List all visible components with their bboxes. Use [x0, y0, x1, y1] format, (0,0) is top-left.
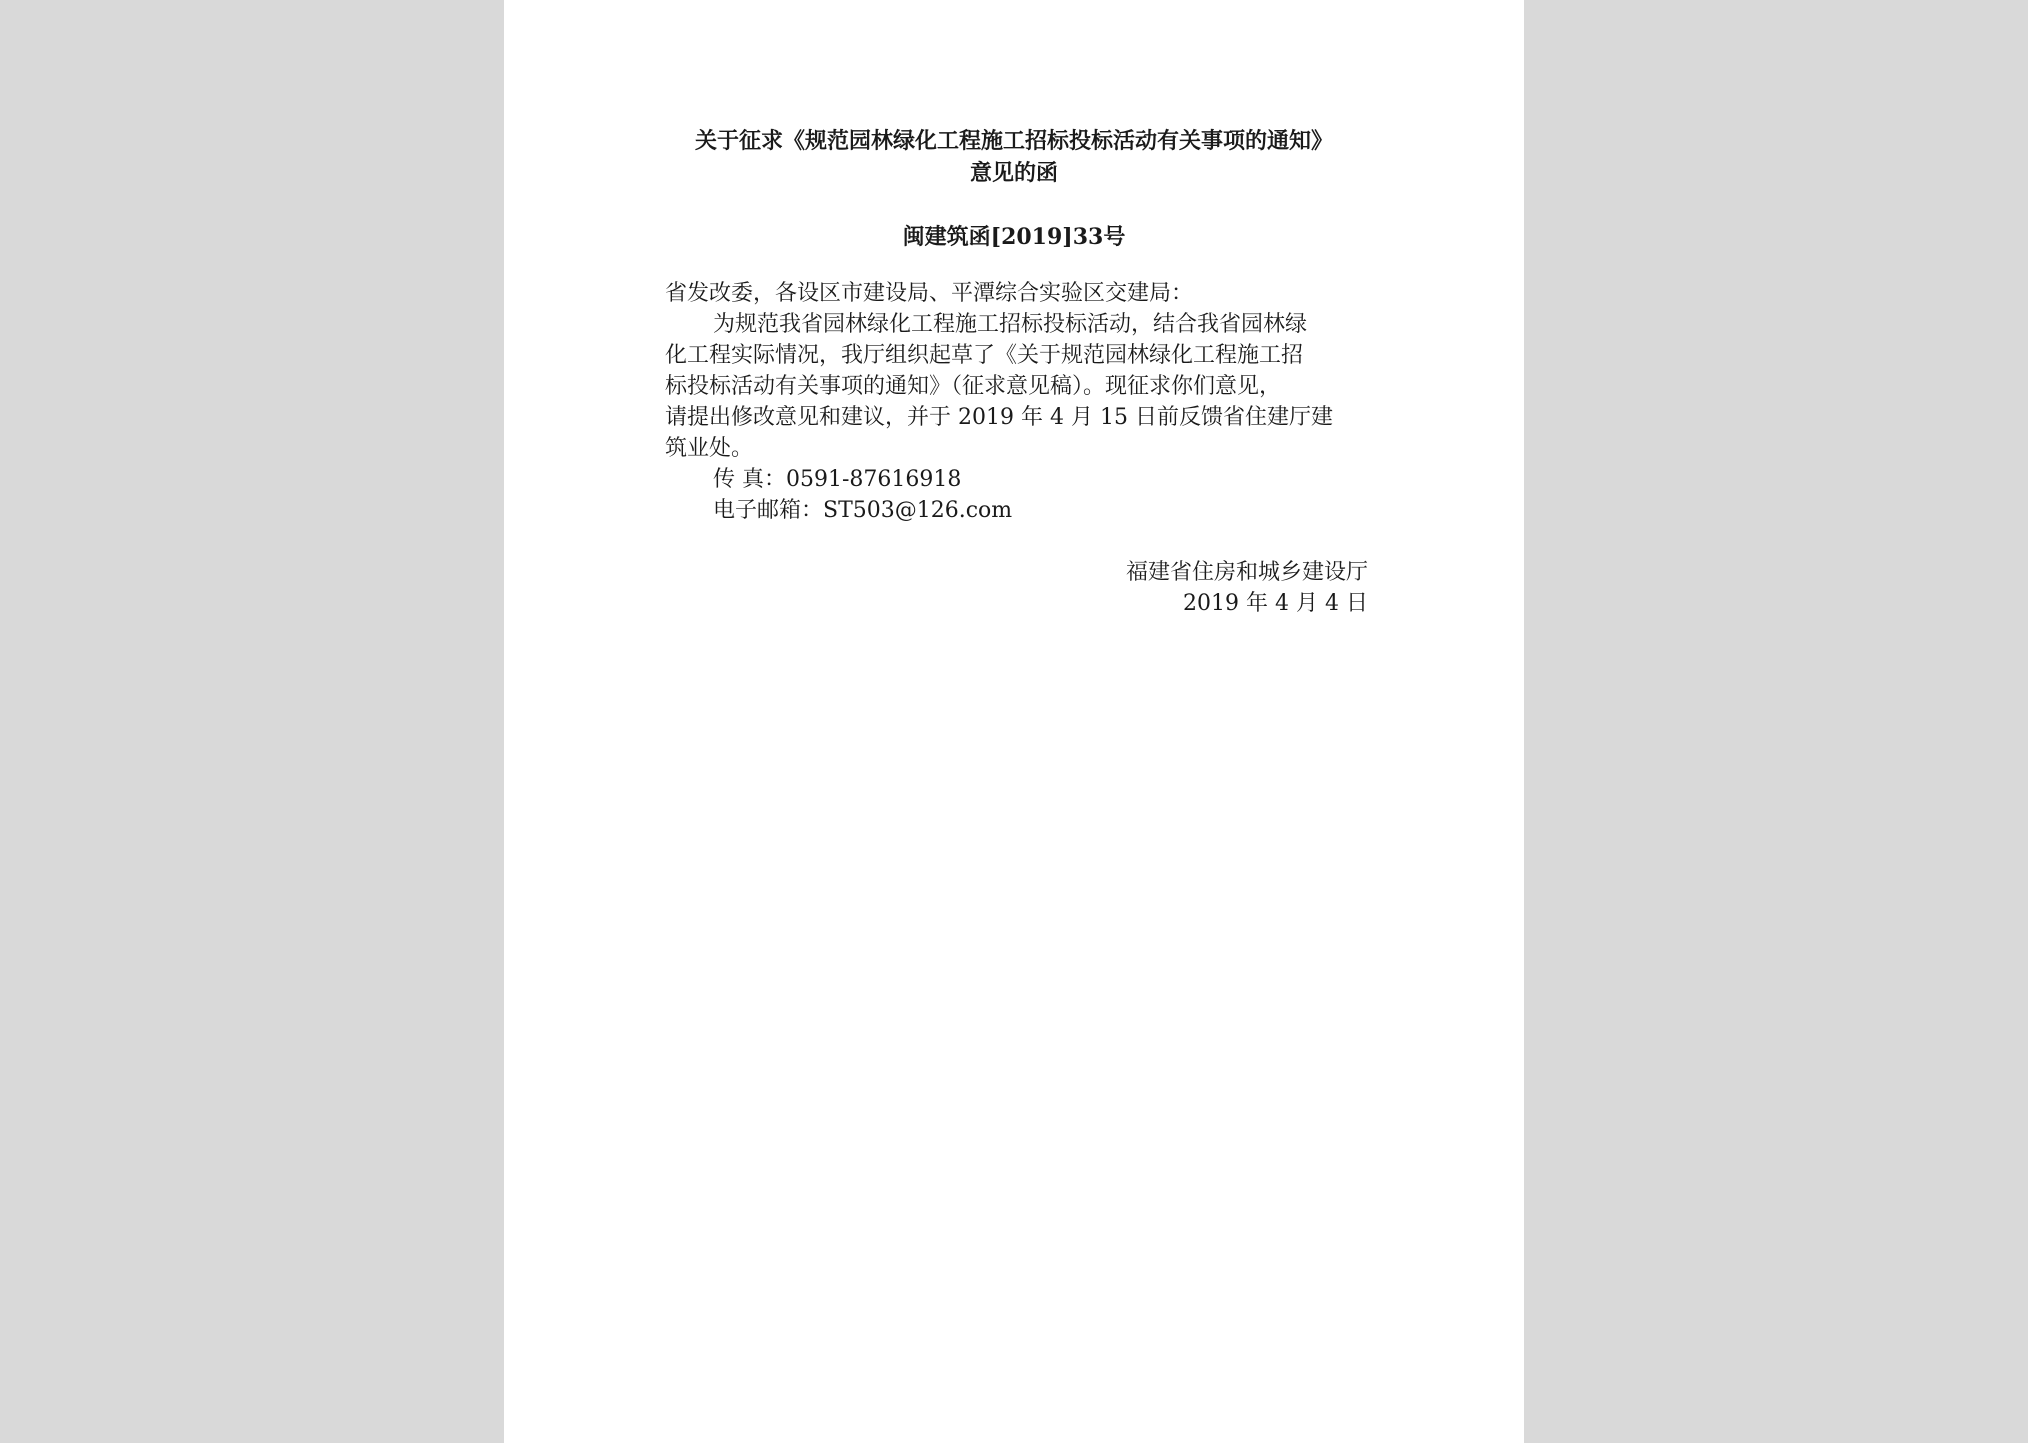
fax-line: 传 真：0591-87616918: [713, 467, 962, 492]
body-line-5: 筑业处。: [665, 436, 754, 461]
document-number: 闽建筑函[2019]33号: [902, 224, 1126, 250]
body-line-2: 化工程实际情况，我厅组织起草了《关于规范园林绿化工程施工招: [665, 343, 1304, 368]
email-line: 电子邮箱：ST503@126.com: [713, 498, 1013, 523]
body-line-4: 请提出修改意见和建议，并于 2019 年 4 月 15 日前反馈省住建厅建: [665, 405, 1333, 430]
signature-date: 2019 年 4 月 4 日: [1183, 591, 1368, 616]
salutation: 省发改委，各设区市建设局、平潭综合实验区交建局：: [665, 281, 1194, 306]
document-title-line-2: 意见的函: [969, 160, 1058, 186]
document-page: [504, 0, 1524, 1443]
document-title-line-1: 关于征求《规范园林绿化工程施工招标投标活动有关事项的通知》: [694, 128, 1333, 154]
body-line-1: 为规范我省园林绿化工程施工招标投标活动，结合我省园林绿: [713, 312, 1308, 337]
signature-organization: 福建省住房和城乡建设厅: [1125, 560, 1368, 585]
body-line-3: 标投标活动有关事项的通知》（征求意见稿）。现征求你们意见，: [665, 374, 1282, 399]
